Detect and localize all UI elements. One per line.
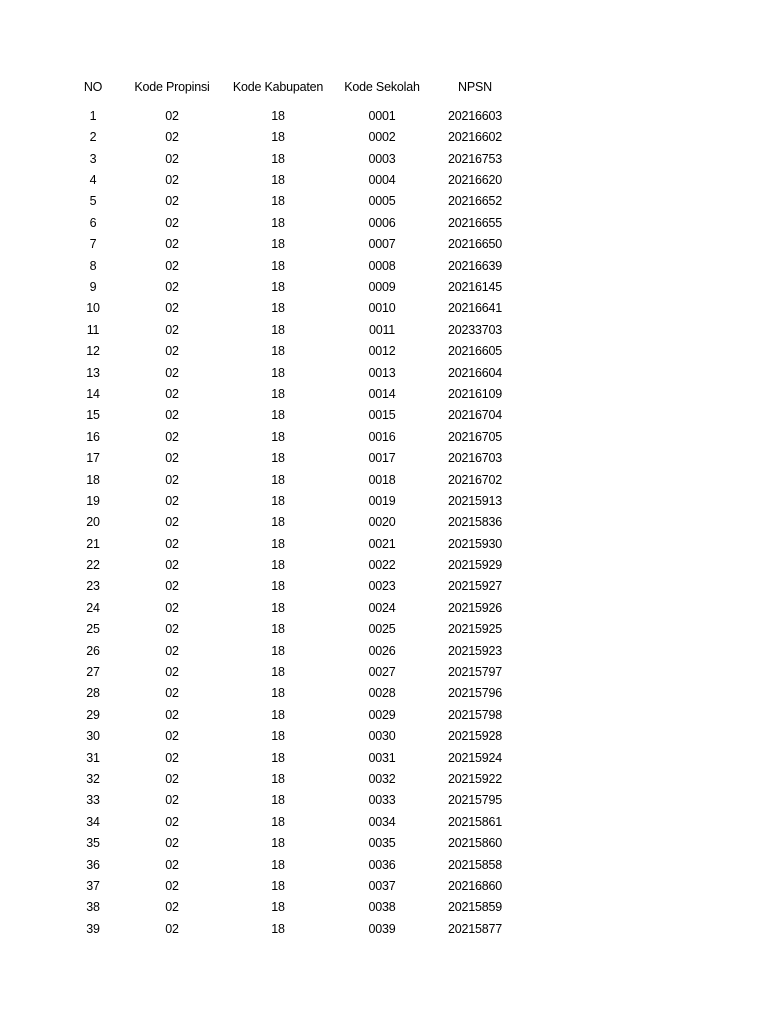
cell-kode-sekolah: 0011 bbox=[368, 322, 396, 337]
cell-kode-propinsi: 02 bbox=[165, 622, 179, 637]
cell-kode-sekolah: 0020 bbox=[368, 515, 396, 530]
cell-kode-kabupaten: 18 bbox=[271, 665, 285, 680]
cell-kode-sekolah: 0012 bbox=[368, 344, 396, 359]
table-row bbox=[0, 405, 768, 426]
cell-kode-propinsi: 02 bbox=[165, 493, 179, 508]
cell-kode-propinsi: 02 bbox=[165, 536, 179, 551]
cell-npsn: 20216603 bbox=[447, 108, 502, 123]
cell-kode-kabupaten: 18 bbox=[271, 151, 285, 166]
cell-kode-propinsi: 02 bbox=[165, 793, 179, 808]
cell-kode-sekolah: 0031 bbox=[368, 750, 396, 765]
cell-kode-propinsi: 02 bbox=[165, 729, 179, 744]
cell-kode-propinsi: 02 bbox=[165, 686, 179, 701]
table-row bbox=[0, 555, 768, 576]
cell-kode-kabupaten: 18 bbox=[271, 344, 285, 359]
cell-npsn: 20215798 bbox=[447, 707, 502, 722]
cell-kode-kabupaten: 18 bbox=[271, 921, 285, 936]
cell-no: 20 bbox=[86, 515, 100, 530]
cell-kode-sekolah: 0010 bbox=[368, 301, 396, 316]
header-no: NO bbox=[83, 80, 103, 94]
table-row bbox=[0, 170, 768, 191]
cell-kode-sekolah: 0029 bbox=[368, 707, 396, 722]
table-row bbox=[0, 491, 768, 512]
cell-no: 36 bbox=[86, 857, 100, 872]
table-row bbox=[0, 790, 768, 811]
header-kode-kabupaten: Kode Kabupaten bbox=[232, 80, 324, 94]
table-row bbox=[0, 598, 768, 619]
table-row bbox=[0, 448, 768, 469]
cell-kode-propinsi: 02 bbox=[165, 814, 179, 829]
cell-kode-kabupaten: 18 bbox=[271, 878, 285, 893]
cell-kode-sekolah: 0007 bbox=[368, 237, 396, 252]
cell-no: 28 bbox=[86, 686, 100, 701]
cell-kode-kabupaten: 18 bbox=[271, 857, 285, 872]
cell-kode-propinsi: 02 bbox=[165, 386, 179, 401]
cell-kode-propinsi: 02 bbox=[165, 194, 179, 209]
cell-no: 32 bbox=[86, 772, 100, 786]
cell-no: 9 bbox=[89, 280, 97, 295]
cell-kode-kabupaten: 18 bbox=[271, 322, 285, 337]
cell-kode-sekolah: 0023 bbox=[368, 579, 396, 594]
cell-kode-sekolah: 0032 bbox=[368, 772, 396, 786]
header-npsn: NPSN bbox=[458, 80, 492, 94]
cell-kode-sekolah: 0034 bbox=[368, 814, 396, 829]
cell-npsn: 20216605 bbox=[447, 344, 502, 359]
cell-no: 19 bbox=[86, 493, 100, 508]
cell-no: 38 bbox=[86, 900, 100, 915]
cell-kode-propinsi: 02 bbox=[165, 365, 179, 380]
table-row bbox=[0, 919, 768, 940]
cell-no: 33 bbox=[86, 793, 100, 808]
cell-no: 3 bbox=[89, 151, 97, 166]
cell-npsn: 20216602 bbox=[447, 130, 502, 145]
cell-kode-kabupaten: 18 bbox=[271, 301, 285, 316]
table-row bbox=[0, 534, 768, 555]
table-row bbox=[0, 127, 768, 148]
cell-kode-kabupaten: 18 bbox=[271, 600, 285, 615]
cell-npsn: 20215928 bbox=[447, 729, 502, 744]
cell-npsn: 20215861 bbox=[447, 814, 502, 829]
cell-no: 30 bbox=[86, 729, 100, 744]
cell-kode-sekolah: 0004 bbox=[368, 173, 396, 188]
cell-npsn: 20215858 bbox=[447, 857, 502, 872]
table-row bbox=[0, 748, 768, 769]
cell-kode-sekolah: 0024 bbox=[368, 600, 396, 615]
cell-kode-kabupaten: 18 bbox=[271, 814, 285, 829]
cell-no: 34 bbox=[86, 814, 100, 829]
cell-kode-sekolah: 0022 bbox=[368, 558, 396, 573]
cell-kode-propinsi: 02 bbox=[165, 322, 179, 337]
cell-kode-sekolah: 0002 bbox=[368, 130, 396, 145]
cell-kode-kabupaten: 18 bbox=[271, 622, 285, 637]
cell-kode-sekolah: 0009 bbox=[368, 280, 396, 295]
cell-npsn: 20233703 bbox=[447, 322, 502, 337]
cell-kode-kabupaten: 18 bbox=[271, 558, 285, 573]
cell-kode-propinsi: 02 bbox=[165, 215, 179, 230]
cell-kode-kabupaten: 18 bbox=[271, 108, 285, 123]
table-row bbox=[0, 277, 768, 298]
cell-kode-sekolah: 0008 bbox=[368, 258, 396, 273]
cell-npsn: 20216620 bbox=[447, 173, 502, 188]
cell-kode-sekolah: 0018 bbox=[368, 472, 396, 487]
cell-kode-propinsi: 02 bbox=[165, 665, 179, 680]
table-row bbox=[0, 833, 768, 854]
cell-kode-propinsi: 02 bbox=[165, 173, 179, 188]
cell-npsn: 20216109 bbox=[447, 386, 502, 401]
cell-kode-kabupaten: 18 bbox=[271, 280, 285, 295]
cell-kode-sekolah: 0021 bbox=[368, 536, 396, 551]
cell-kode-kabupaten: 18 bbox=[271, 429, 285, 444]
table-row bbox=[0, 876, 768, 897]
cell-kode-sekolah: 0015 bbox=[368, 408, 396, 423]
cell-kode-propinsi: 02 bbox=[165, 301, 179, 316]
cell-kode-kabupaten: 18 bbox=[271, 836, 285, 851]
table-row bbox=[0, 384, 768, 405]
cell-no: 29 bbox=[86, 707, 100, 722]
table-row bbox=[0, 662, 768, 683]
cell-kode-propinsi: 02 bbox=[165, 558, 179, 573]
cell-npsn: 20215927 bbox=[447, 579, 502, 594]
cell-npsn: 20215859 bbox=[447, 900, 502, 915]
table-row bbox=[0, 470, 768, 491]
cell-kode-kabupaten: 18 bbox=[271, 772, 285, 786]
cell-no: 18 bbox=[86, 472, 100, 487]
school-code-table bbox=[0, 77, 768, 940]
cell-npsn: 20215924 bbox=[447, 750, 502, 765]
cell-npsn: 20215929 bbox=[447, 558, 502, 573]
cell-kode-propinsi: 02 bbox=[165, 707, 179, 722]
cell-no: 10 bbox=[86, 301, 100, 316]
cell-kode-kabupaten: 18 bbox=[271, 215, 285, 230]
cell-npsn: 20215860 bbox=[447, 836, 502, 851]
cell-no: 23 bbox=[86, 579, 100, 594]
cell-no: 7 bbox=[89, 237, 97, 252]
cell-kode-propinsi: 02 bbox=[165, 344, 179, 359]
table-row bbox=[0, 106, 768, 127]
cell-kode-sekolah: 0025 bbox=[368, 622, 396, 637]
cell-kode-propinsi: 02 bbox=[165, 451, 179, 466]
cell-npsn: 20215797 bbox=[447, 665, 502, 680]
table-row bbox=[0, 191, 768, 212]
cell-npsn: 20215877 bbox=[447, 921, 502, 936]
table-row bbox=[0, 812, 768, 833]
cell-kode-kabupaten: 18 bbox=[271, 472, 285, 487]
cell-kode-kabupaten: 18 bbox=[271, 130, 285, 145]
cell-kode-kabupaten: 18 bbox=[271, 386, 285, 401]
cell-no: 31 bbox=[86, 750, 100, 765]
cell-npsn: 20216703 bbox=[447, 451, 502, 466]
cell-npsn: 20215922 bbox=[447, 772, 502, 786]
cell-kode-sekolah: 0036 bbox=[368, 857, 396, 872]
cell-kode-propinsi: 02 bbox=[165, 429, 179, 444]
cell-no: 15 bbox=[86, 408, 100, 423]
cell-npsn: 20216604 bbox=[447, 365, 502, 380]
cell-kode-kabupaten: 18 bbox=[271, 643, 285, 658]
cell-npsn: 20215836 bbox=[447, 515, 502, 530]
table-row bbox=[0, 726, 768, 747]
cell-kode-propinsi: 02 bbox=[165, 472, 179, 487]
cell-npsn: 20216652 bbox=[447, 194, 502, 209]
table-row bbox=[0, 897, 768, 918]
cell-kode-kabupaten: 18 bbox=[271, 194, 285, 209]
cell-kode-kabupaten: 18 bbox=[271, 493, 285, 508]
table-row bbox=[0, 320, 768, 341]
cell-no: 39 bbox=[86, 921, 100, 936]
cell-kode-propinsi: 02 bbox=[165, 151, 179, 166]
cell-kode-kabupaten: 18 bbox=[271, 750, 285, 765]
cell-no: 6 bbox=[89, 215, 97, 230]
cell-no: 11 bbox=[86, 322, 100, 337]
table-row bbox=[0, 149, 768, 170]
cell-no: 26 bbox=[86, 643, 100, 658]
cell-kode-kabupaten: 18 bbox=[271, 408, 285, 423]
cell-kode-kabupaten: 18 bbox=[271, 258, 285, 273]
cell-no: 35 bbox=[86, 836, 100, 851]
cell-kode-propinsi: 02 bbox=[165, 836, 179, 851]
cell-kode-kabupaten: 18 bbox=[271, 515, 285, 530]
cell-no: 37 bbox=[86, 878, 100, 893]
cell-kode-sekolah: 0026 bbox=[368, 643, 396, 658]
cell-kode-propinsi: 02 bbox=[165, 130, 179, 145]
cell-kode-sekolah: 0017 bbox=[368, 451, 396, 466]
cell-kode-propinsi: 02 bbox=[165, 643, 179, 658]
cell-kode-sekolah: 0014 bbox=[368, 386, 396, 401]
cell-kode-kabupaten: 18 bbox=[271, 451, 285, 466]
cell-no: 24 bbox=[86, 600, 100, 615]
table-row bbox=[0, 576, 768, 597]
cell-kode-sekolah: 0006 bbox=[368, 215, 396, 230]
cell-kode-propinsi: 02 bbox=[165, 772, 179, 786]
cell-kode-propinsi: 02 bbox=[165, 579, 179, 594]
cell-kode-sekolah: 0030 bbox=[368, 729, 396, 744]
cell-kode-kabupaten: 18 bbox=[271, 173, 285, 188]
cell-kode-sekolah: 0035 bbox=[368, 836, 396, 851]
cell-kode-sekolah: 0038 bbox=[368, 900, 396, 915]
table-row bbox=[0, 363, 768, 384]
cell-kode-propinsi: 02 bbox=[165, 237, 179, 252]
cell-kode-sekolah: 0027 bbox=[368, 665, 396, 680]
table-row bbox=[0, 256, 768, 277]
cell-no: 2 bbox=[89, 130, 97, 145]
cell-kode-propinsi: 02 bbox=[165, 280, 179, 295]
cell-npsn: 20215796 bbox=[447, 686, 502, 701]
cell-kode-propinsi: 02 bbox=[165, 857, 179, 872]
cell-npsn: 20216704 bbox=[447, 408, 502, 423]
table-row bbox=[0, 769, 768, 790]
cell-npsn: 20215926 bbox=[447, 600, 502, 615]
cell-no: 12 bbox=[86, 344, 100, 359]
table-row bbox=[0, 855, 768, 876]
cell-no: 5 bbox=[89, 194, 97, 209]
cell-npsn: 20216753 bbox=[447, 151, 502, 166]
cell-npsn: 20216641 bbox=[447, 301, 502, 316]
cell-no: 27 bbox=[86, 665, 100, 680]
cell-npsn: 20216650 bbox=[447, 237, 502, 252]
cell-npsn: 20216145 bbox=[447, 280, 502, 295]
cell-kode-kabupaten: 18 bbox=[271, 686, 285, 701]
cell-no: 22 bbox=[86, 558, 100, 573]
cell-npsn: 20215925 bbox=[447, 622, 502, 637]
cell-kode-sekolah: 0037 bbox=[368, 878, 396, 893]
cell-kode-propinsi: 02 bbox=[165, 878, 179, 893]
cell-kode-sekolah: 0016 bbox=[368, 429, 396, 444]
cell-npsn: 20215913 bbox=[447, 493, 502, 508]
cell-kode-kabupaten: 18 bbox=[271, 579, 285, 594]
cell-no: 21 bbox=[86, 536, 100, 551]
cell-no: 16 bbox=[86, 429, 100, 444]
header-kode-sekolah: Kode Sekolah bbox=[344, 80, 420, 94]
cell-kode-kabupaten: 18 bbox=[271, 237, 285, 252]
cell-npsn: 20216639 bbox=[447, 258, 502, 273]
cell-kode-propinsi: 02 bbox=[165, 108, 179, 123]
cell-kode-sekolah: 0019 bbox=[368, 493, 396, 508]
cell-kode-sekolah: 0013 bbox=[368, 365, 396, 380]
cell-npsn: 20215795 bbox=[447, 793, 502, 808]
table-row bbox=[0, 234, 768, 255]
cell-kode-propinsi: 02 bbox=[165, 900, 179, 915]
table-row bbox=[0, 683, 768, 704]
cell-npsn: 20216702 bbox=[447, 472, 502, 487]
cell-kode-kabupaten: 18 bbox=[271, 900, 285, 915]
cell-no: 1 bbox=[89, 108, 97, 123]
table-row bbox=[0, 213, 768, 234]
cell-no: 17 bbox=[86, 451, 100, 466]
table-row bbox=[0, 512, 768, 533]
table-row bbox=[0, 427, 768, 448]
cell-kode-sekolah: 0028 bbox=[368, 686, 396, 701]
cell-kode-propinsi: 02 bbox=[165, 515, 179, 530]
cell-kode-propinsi: 02 bbox=[165, 600, 179, 615]
cell-kode-kabupaten: 18 bbox=[271, 793, 285, 808]
cell-npsn: 20216705 bbox=[447, 429, 502, 444]
cell-kode-kabupaten: 18 bbox=[271, 707, 285, 722]
table-body bbox=[0, 106, 768, 940]
cell-npsn: 20216655 bbox=[447, 215, 502, 230]
cell-kode-kabupaten: 18 bbox=[271, 536, 285, 551]
cell-kode-propinsi: 02 bbox=[165, 258, 179, 273]
table-header-row bbox=[0, 77, 768, 98]
table-row bbox=[0, 341, 768, 362]
cell-no: 8 bbox=[89, 258, 97, 273]
cell-kode-sekolah: 0001 bbox=[368, 108, 396, 123]
cell-no: 25 bbox=[86, 622, 100, 637]
cell-kode-kabupaten: 18 bbox=[271, 365, 285, 380]
cell-npsn: 20215923 bbox=[447, 643, 502, 658]
cell-npsn: 20216860 bbox=[447, 878, 502, 893]
cell-no: 4 bbox=[89, 173, 97, 188]
cell-kode-propinsi: 02 bbox=[165, 408, 179, 423]
header-kode-propinsi: Kode Propinsi bbox=[134, 80, 210, 94]
cell-kode-sekolah: 0005 bbox=[368, 194, 396, 209]
cell-no: 14 bbox=[86, 386, 100, 401]
table-row bbox=[0, 619, 768, 640]
cell-no: 13 bbox=[86, 365, 100, 380]
cell-npsn: 20215930 bbox=[447, 536, 502, 551]
table-row bbox=[0, 705, 768, 726]
table-row bbox=[0, 641, 768, 662]
cell-kode-propinsi: 02 bbox=[165, 750, 179, 765]
cell-kode-propinsi: 02 bbox=[165, 921, 179, 936]
cell-kode-sekolah: 0039 bbox=[368, 921, 396, 936]
cell-kode-sekolah: 0003 bbox=[368, 151, 396, 166]
cell-kode-kabupaten: 18 bbox=[271, 729, 285, 744]
cell-kode-sekolah: 0033 bbox=[368, 793, 396, 808]
table-row bbox=[0, 298, 768, 319]
